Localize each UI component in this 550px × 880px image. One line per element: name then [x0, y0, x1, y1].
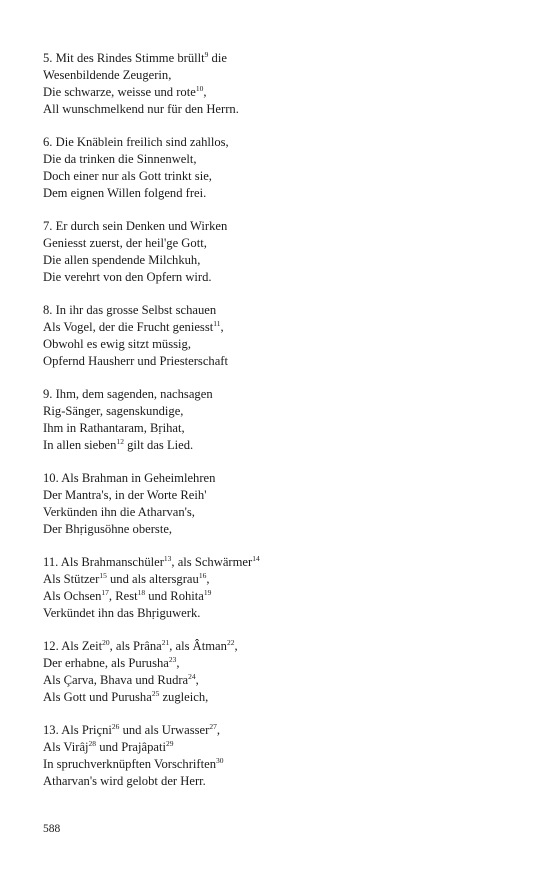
line-text: ,	[220, 320, 224, 334]
line-text: Atharvan's wird gelobt der Herr.	[43, 774, 206, 788]
line-text: ,	[195, 673, 199, 687]
line-text: Als Stützer	[43, 572, 100, 586]
line-text: All wunschmelkend nur für den Herrn.	[43, 102, 239, 116]
line-text: 10. Als Brahman in Geheimlehren	[43, 471, 216, 485]
footnote-marker: 15	[99, 571, 107, 580]
footnote-marker: 21	[161, 638, 170, 647]
line-text: 12. Als Zeit	[43, 639, 103, 653]
line-text: 6. Die Knäblein freilich sind zahllos,	[43, 135, 229, 149]
line-text: Als Çarva, Bhava und Rudra	[43, 673, 189, 687]
line-text: und als altersgrau	[106, 572, 199, 586]
verse-line	[43, 336, 523, 353]
footnote-marker: 17	[101, 588, 109, 597]
line-text: Der Bhṛigusöhne oberste,	[43, 522, 173, 536]
footnote-marker: 29	[166, 739, 174, 748]
line-text: Die schwarze, weisse und rote	[43, 85, 196, 99]
line-text: 11. Als Brahmanschüler	[43, 555, 164, 569]
stanza	[43, 470, 523, 538]
verse-line	[43, 571, 523, 588]
line-text: , als Prâna	[109, 639, 162, 653]
verse-line	[43, 302, 523, 319]
line-text: und Rohita	[145, 589, 204, 603]
stanza	[43, 50, 523, 118]
footnote-marker: 20	[102, 638, 110, 647]
line-text: Wesenbildende Zeugerin,	[43, 68, 172, 82]
line-text: Der erhabne, als Purusha	[43, 656, 169, 670]
verse-line	[43, 521, 523, 538]
verse-line	[43, 420, 523, 437]
verse-line	[43, 67, 523, 84]
line-text: ,	[176, 656, 180, 670]
verse-line	[43, 50, 523, 67]
verse-line	[43, 134, 523, 151]
verse-line	[43, 554, 523, 571]
verse-line	[43, 353, 523, 370]
verse-line	[43, 386, 523, 403]
line-text: 9. Ihm, dem sagenden, nachsagen	[43, 387, 213, 401]
line-text: Opfernd Hausherr und Priesterschaft	[43, 354, 228, 368]
line-text: Die da trinken die Sinnenwelt,	[43, 152, 197, 166]
footnote-marker: 10	[195, 84, 204, 93]
footnote-marker: 19	[203, 588, 212, 597]
footnote-marker: 9	[204, 50, 209, 59]
verse-line	[43, 403, 523, 420]
footnote-marker: 23	[168, 655, 177, 664]
stanza	[43, 386, 523, 454]
stanza	[43, 554, 523, 622]
line-text: , Rest	[108, 589, 138, 603]
verse-line	[43, 722, 523, 739]
stanza	[43, 134, 523, 202]
verse-line	[43, 689, 523, 706]
footnote-marker: 28	[88, 739, 97, 748]
stanza	[43, 302, 523, 370]
line-text: Obwohl es ewig sitzt müssig,	[43, 337, 191, 351]
line-text: 13. Als Priçni	[43, 723, 112, 737]
line-text: die	[208, 51, 227, 65]
footnote-marker: 13	[163, 554, 172, 563]
line-text: Die verehrt von den Opfern wird.	[43, 270, 212, 284]
footnote-marker: 18	[137, 588, 146, 597]
verse-line	[43, 168, 523, 185]
stanza	[43, 218, 523, 286]
verse-line	[43, 269, 523, 286]
line-text: Die allen spendende Milchkuh,	[43, 253, 201, 267]
verse-line	[43, 672, 523, 689]
line-text: Der Mantra's, in der Worte Reih'	[43, 488, 207, 502]
line-text: 7. Er durch sein Denken und Wirken	[43, 219, 228, 233]
stanza	[43, 638, 523, 706]
line-text: 5. Mit des Rindes Stimme brüllt	[43, 51, 205, 65]
verse-column	[43, 50, 523, 806]
line-text: ,	[206, 572, 210, 586]
line-text: Als Gott und Purusha	[43, 690, 152, 704]
line-text: In spruchverknüpften Vorschriften	[43, 757, 217, 771]
footnote-marker: 14	[252, 554, 260, 563]
line-text: Doch einer nur als Gott trinkt sie,	[43, 169, 212, 183]
verse-line	[43, 638, 523, 655]
verse-line	[43, 588, 523, 605]
line-text: ,	[203, 85, 207, 99]
line-text: , als Schwärmer	[171, 555, 253, 569]
line-text: und Prajâpati	[96, 740, 166, 754]
line-text: Dem eignen Willen folgend frei.	[43, 186, 207, 200]
verse-line	[43, 504, 523, 521]
verse-line	[43, 739, 523, 756]
footnote-marker: 12	[116, 437, 124, 446]
line-text: Ihm in Rathantaram, Bṛihat,	[43, 421, 185, 435]
line-text: Als Virâj	[43, 740, 89, 754]
line-text: , als Âtman	[169, 639, 227, 653]
line-text: ,	[216, 723, 220, 737]
footnote-marker: 30	[216, 756, 224, 765]
line-text: ,	[234, 639, 238, 653]
stanza	[43, 722, 523, 790]
line-text: Verkünden ihn die Atharvan's,	[43, 505, 195, 519]
verse-line	[43, 235, 523, 252]
line-text: Rig-Sänger, sagenskundige,	[43, 404, 184, 418]
line-text: In allen sieben	[43, 438, 117, 452]
line-text: Als Ochsen	[43, 589, 102, 603]
verse-line	[43, 470, 523, 487]
footnote-marker: 25	[151, 689, 160, 698]
footnote-marker: 24	[188, 672, 196, 681]
page-number: 588	[43, 823, 61, 835]
line-text: gilt das Lied.	[123, 438, 194, 452]
verse-line	[43, 218, 523, 235]
footnote-marker: 22	[226, 638, 235, 647]
line-text: Als Vogel, der die Frucht geniesst	[43, 320, 214, 334]
line-text: zugleich,	[159, 690, 209, 704]
footnote-marker: 11	[213, 319, 221, 328]
line-text: Geniesst zuerst, der heil'ge Gott,	[43, 236, 207, 250]
verse-line	[43, 773, 523, 790]
verse-line	[43, 756, 523, 773]
verse-line	[43, 151, 523, 168]
line-text: 8. In ihr das grosse Selbst schauen	[43, 303, 217, 317]
verse-line	[43, 655, 523, 672]
footnote-marker: 16	[198, 571, 207, 580]
verse-line	[43, 252, 523, 269]
verse-line	[43, 185, 523, 202]
verse-line	[43, 84, 523, 101]
line-text: und als Urwasser	[119, 723, 210, 737]
verse-line	[43, 437, 523, 454]
verse-line	[43, 101, 523, 118]
line-text: Verkündet ihn das Bhṛiguwerk.	[43, 606, 201, 620]
verse-line	[43, 319, 523, 336]
verse-line	[43, 487, 523, 504]
footnote-marker: 26	[111, 722, 120, 731]
verse-line	[43, 605, 523, 622]
footnote-marker: 27	[209, 722, 217, 731]
